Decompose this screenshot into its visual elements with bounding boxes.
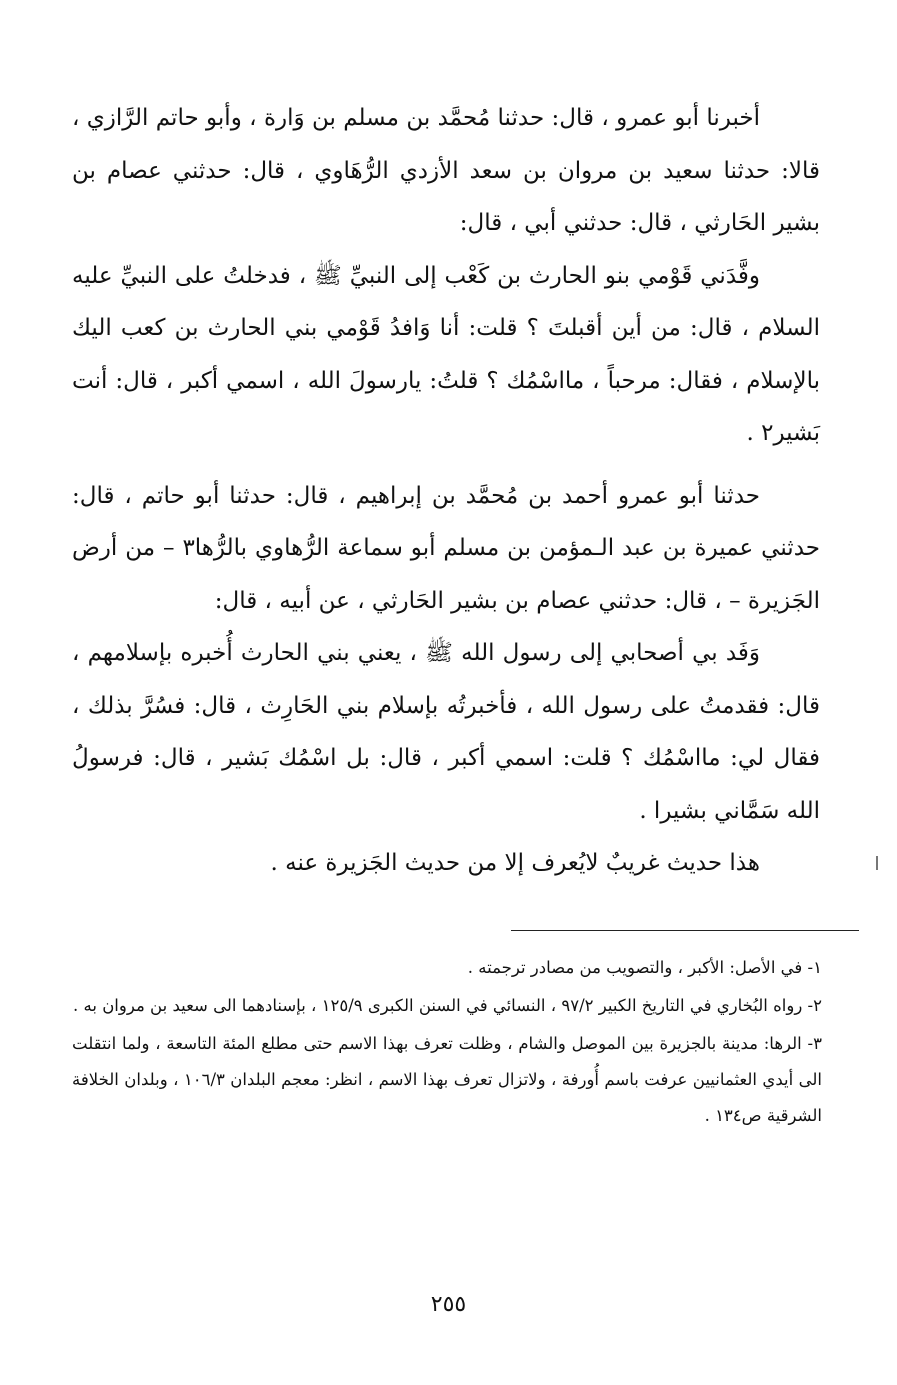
- paragraph-isnad-1: أخبرنا أبو عمرو ، قال: حدثنا مُحمَّد بن مسلم بن وَارة ، وأبو حاتم الرَّازي ، قالا: حدثنا سعيد بن مروان بن سعد الأزدي الرُّهَاوي ، قال: حدثني عصام بن بشير الحَارثي ، قال: حدثني أبي ، قال:: [72, 105, 820, 236]
- page-number: ٢٥٥: [430, 1292, 467, 1317]
- paragraph-hadith-1: وفَّدَني قَوْمي بنو الحارث بن كَعْب إلى النبيِّ ﷺ ، فدخلتُ على النبيِّ عليه السلام ، قال: من أين أقبلتَ ؟ قلت: أنا وَافدُ قَوْمي بني الحارث بن كعب اليك بالإسلام ، فقال: مرحباً ، مااسْمُك ؟ قلتُ: يارسولَ الله ، اسمي أكبر ، قال: أنت بَشير٢ .: [72, 262, 820, 446]
- paragraph-hadith-2: وَفَد بي أصحابي إلى رسول الله ﷺ ، يعني بني الحارث أُخبره بإسلامهم ، قال: فقدمتُ على رسول الله ، فأخبرتُه بإسلام بني الحَارِث ، قال: فسُرَّ بذلك ، فقال لي: مااسْمُك ؟ قلت: اسمي أكبر ، قال: بل اسْمُك بَشير ، قال: فرسولُ الله سَمَّاني بشيرا .: [72, 640, 820, 824]
- paragraph-comment: هذا حديث غريبٌ لايُعرف إلا من حديث الجَزيرة عنه .: [270, 850, 760, 876]
- scan-speck: [876, 856, 878, 870]
- footnote-separator: [511, 930, 859, 931]
- footnote-2: ٢- رواه البُخاري في التاريخ الكبير ٩٧/٢ ، النسائي في السنن الكبرى ١٢٥/٩ ، بإسنادهما الى سعيد بن مروان به .: [73, 996, 822, 1015]
- footnote-3: ٣- الرها: مدينة بالجزيرة بين الموصل والشام ، وظلت تعرف بهذا الاسم حتى مطلع المئة التاسعة ، ولما انتقلت الى أيدي العثمانيين عرفت باسم أُورفة ، ولاتزال تعرف بهذا الاسم ، انظر: معجم البلدان ١٠٦/٣ ، وبلدان الخلافة الشرقية ص١٣٤ .: [72, 1034, 822, 1125]
- footnotes: [72, 950, 822, 1134]
- footnote-1: ١- في الأصل: الأكبر ، والتصويب من مصادر ترجمته .: [467, 958, 822, 977]
- main-text: [72, 92, 820, 890]
- paragraph-isnad-2: حدثنا أبو عمرو أحمد بن مُحمَّد بن إبراهيم ، قال: حدثنا أبو حاتم ، قال: حدثني عميرة بن عبد الـمؤمن بن مسلم أبو سماعة الرُّهاوي بالرُّها٣ – من أرض الجَزيرة – ، قال: حدثني عصام بن بشير الحَارثي ، عن أبيه ، قال:: [72, 482, 820, 614]
